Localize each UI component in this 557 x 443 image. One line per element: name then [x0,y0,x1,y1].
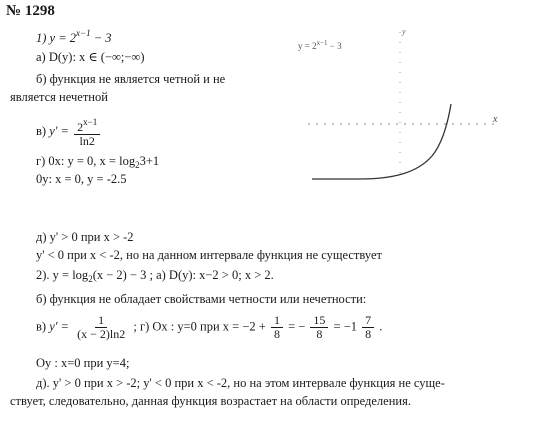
part2-parity: б) функция не обладает свойствами четности или нечетности: [36,292,367,306]
part1-y-intercept: 0y: x = 0, y = -2.5 [36,172,127,186]
part2-eq2: = −1 [333,319,358,334]
part2-f1-num: 1 [271,314,283,328]
part2-g-prefix: ; г) Ox : y=0 при x = −2 + [133,319,266,334]
part2-fraction-3 [362,314,374,341]
part2-line1-b: (x − 2) − 3 ; а) D(y): x−2 > 0; x > 2. [92,268,274,282]
part1-v-num-base: 2 [77,120,84,134]
part2-y-intercept: Oy : x=0 при y=4; [36,356,130,370]
part1-g-end: 3+1 [139,154,160,168]
part1-g-text: г) 0x: y = 0, x = log [36,154,136,168]
graph-label-exp: x−1 [316,39,328,47]
graph-function-label [298,36,342,53]
part1-increase: д) y' > 0 при x > -2 [36,230,134,244]
part2-monotonic-line2: ствует, следовательно, данная функция возрастает на области определения. [10,394,411,408]
part2-line1-sub: 2 [88,274,93,284]
x-axis-label: x [493,114,498,125]
part2-f1-den: 8 [273,327,280,341]
problem-number: № 1298 [6,3,55,19]
part1-base: 2 [69,31,77,45]
part1-decrease: y' < 0 при x < -2, но на данном интервале функция не существует [36,248,382,262]
graph-label-main: y = 2 [298,41,317,51]
part1-domain: а) D(y): x ∈ (−∞;−∞) [36,50,145,64]
part2-v-den: (x − 2)ln2 [77,327,126,341]
exponential-curve [312,104,451,179]
part2-derivative-and-intercept [36,314,382,341]
part1-v-prefix: в) [36,123,47,138]
part2-equation [36,268,274,286]
part2-v-prefix: в) [36,319,47,334]
part2-derivative-fraction [74,314,128,341]
part1-parity-line2: является нечетной [10,90,108,104]
part2-fraction-1 [271,314,283,341]
part2-line1-a: 2). y = log [36,268,89,282]
part1-v-den: ln2 [79,134,95,148]
part1-exponent: x−1 [76,28,91,38]
part2-f3-num: 7 [362,314,374,328]
part2-monotonic-line1: д). y' > 0 при x > -2; y' < 0 при x < -2, но на этом интервале функция не суще- [36,376,445,390]
part1-minus3: − 3 [93,31,112,45]
part1-g-sub: 2 [135,160,140,170]
part1-parity-line1: б) функция не является четной и не [36,72,226,86]
graph-label-end: − 3 [329,41,342,51]
part2-f2-den: 8 [316,327,323,341]
y-axis-label: y [402,27,406,36]
part1-v-y: y' = [49,123,69,138]
part2-fraction-2 [310,314,328,341]
part2-v-num: 1 [95,314,107,328]
part2-v-y: y' = [49,319,69,334]
part1-item-number: 1) [36,31,47,45]
part1-v-num-exp: x−1 [83,117,98,127]
part2-f3-den: 8 [365,327,372,341]
part1-y-eq: y = [49,31,67,45]
part2-g-end: . [379,319,383,334]
part2-eq1: = − [288,319,306,334]
part2-f2-num: 15 [310,314,328,328]
